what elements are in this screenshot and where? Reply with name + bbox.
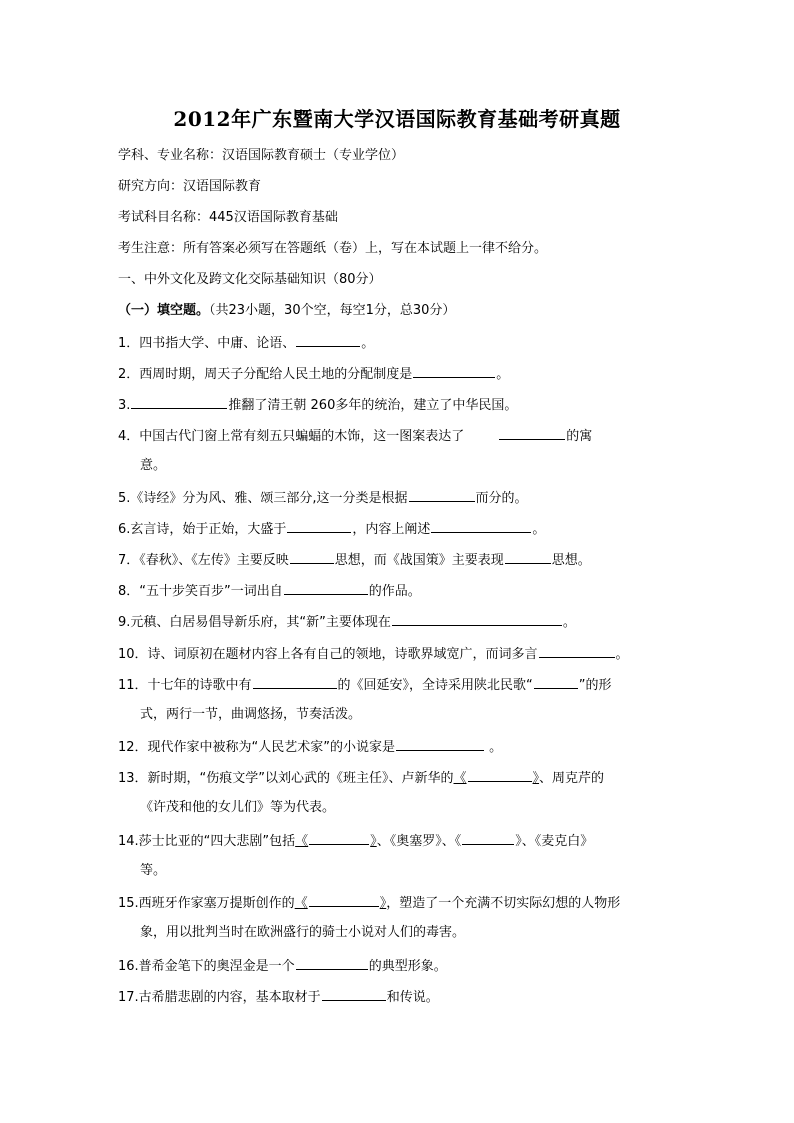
answer-blank — [309, 831, 369, 845]
question-text: 。 — [485, 740, 503, 755]
question-text: 》、《麦克白》 — [515, 834, 594, 849]
question-text: 推翻了清王朝 260多年的统治，建立了中华民国。 — [228, 398, 518, 413]
exam-subject-line: 考试科目名称：445汉语国际教育基础 — [118, 210, 338, 225]
question-text: 。 — [496, 367, 510, 382]
answer-blank — [309, 893, 379, 907]
question-11-cont: 式，两行一节，曲调悠扬，节奏活泼。 — [140, 707, 362, 722]
question-text: 16.普希金笔下的奥涅金是一个 — [118, 959, 295, 974]
question-text: 、《奥塞罗》、《 — [376, 834, 462, 849]
question-14 — [118, 831, 593, 851]
answer-blank — [462, 831, 514, 845]
answer-blank — [296, 956, 368, 970]
answer-blank — [499, 426, 565, 440]
question-text: 7．《春秋》、《左传》主要反映 — [118, 553, 289, 568]
question-text: 9.元稹、白居易倡导新乐府，其“新”主要体现在 — [118, 615, 391, 630]
question-text: 13．新时期，“伤痕文学”以刘心武的《班主任》、卢新华的 — [118, 771, 454, 786]
question-text: ，内容上阐述 — [352, 522, 431, 537]
question-2 — [118, 364, 509, 384]
notice-line: 考生注意：所有答案必须写在答题纸（卷）上，写在本试题上一律不给分。 — [118, 241, 548, 256]
answer-blank — [253, 675, 337, 689]
question-13-cont: 《许茂和他的女儿们》等为代表。 — [140, 800, 336, 815]
answer-blank — [296, 333, 360, 347]
question-text: 》 — [532, 771, 540, 786]
answer-blank — [409, 488, 475, 502]
question-text: 的寓 — [566, 429, 593, 444]
question-text: 《 — [453, 771, 467, 786]
question-text: 。 — [562, 615, 576, 630]
question-4-cont: 意。 — [140, 458, 167, 473]
question-text: 》 — [370, 834, 377, 849]
answer-blank — [284, 581, 368, 595]
answer-blank — [396, 737, 484, 751]
answer-blank — [539, 644, 615, 658]
answer-blank — [505, 550, 551, 564]
answer-blank — [322, 987, 386, 1001]
question-text: 思想，而《战国策》主要表现 — [334, 553, 504, 568]
answer-blank — [413, 364, 495, 378]
question-text: 2．西周时期，周天子分配给人民土地的分配制度是 — [118, 367, 413, 382]
question-text: 1．四书指大学、中庸、论语、 — [118, 336, 296, 351]
question-9 — [118, 612, 576, 632]
section-heading: 一、中外文化及跨文化交际基础知识（80分） — [118, 272, 382, 287]
question-5 — [118, 488, 528, 508]
question-text: 《 — [295, 834, 309, 849]
answer-blank — [468, 768, 532, 782]
question-text: ”的形 — [578, 678, 612, 693]
question-11 — [118, 675, 612, 695]
question-text: ，塑造了一个充满不切实际幻想的人物形 — [386, 896, 621, 911]
question-text: 》 — [379, 896, 387, 911]
question-6 — [118, 519, 545, 539]
question-4 — [118, 426, 592, 446]
question-12 — [118, 737, 502, 757]
question-text: 10．诗、词原初在题材内容上各有自己的领地，诗歌界域宽广，而词多言 — [118, 647, 538, 662]
part-heading — [118, 302, 455, 320]
question-text: 和传说。 — [386, 990, 439, 1005]
question-text: 17.古希腊悲剧的内容，基本取材于 — [118, 990, 321, 1005]
question-7 — [118, 550, 591, 570]
question-text: 12．现代作家中被称为“人民艺术家”的小说家是 — [118, 740, 396, 755]
part-desc: （共23小题，30个空，每空1分，总30分） — [209, 303, 456, 318]
question-13 — [118, 768, 604, 788]
question-text: 的《回延安》，全诗采用陕北民歌“ — [337, 678, 533, 693]
question-text: 15.西班牙作家塞万提斯创作的 — [118, 896, 295, 911]
part-label: （一）填空题。 — [118, 303, 210, 318]
answer-blank — [392, 612, 562, 626]
question-text: 14.莎士比亚的“四大悲剧”包括 — [118, 834, 296, 849]
answer-blank — [290, 550, 334, 564]
answer-blank — [287, 519, 351, 533]
question-text: 6.玄言诗，始于正始，大盛于 — [118, 522, 287, 537]
question-text: 。 — [615, 647, 629, 662]
direction-line: 研究方向：汉语国际教育 — [118, 179, 262, 194]
question-text: 。 — [532, 522, 546, 537]
question-10 — [118, 644, 629, 664]
question-14-cont: 等。 — [140, 863, 167, 878]
subject-line: 学科、专业名称：汉语国际教育硕士（专业学位） — [118, 148, 405, 163]
question-text: 。 — [361, 336, 375, 351]
question-16 — [118, 956, 447, 976]
question-1 — [118, 333, 374, 353]
question-text: 思想。 — [551, 553, 591, 568]
answer-blank — [431, 519, 531, 533]
question-15 — [118, 893, 620, 913]
question-text: 8．“五十步笑百步”一词出自 — [118, 584, 283, 599]
question-text: 而分的。 — [475, 491, 528, 506]
question-text: 的作品。 — [368, 584, 421, 599]
question-text: 5.《诗经》分为风、雅、颂三部分,这一分类是根据 — [118, 491, 408, 506]
page-title: 2012年广东暨南大学汉语国际教育基础考研真题 — [173, 107, 621, 131]
answer-blank — [534, 675, 578, 689]
question-text: 《 — [294, 896, 308, 911]
question-15-cont: 象，用以批判当时在欧洲盛行的骑士小说对人们的毒害。 — [140, 925, 466, 940]
question-8 — [118, 581, 421, 601]
question-text: 的典型形象。 — [368, 959, 447, 974]
answer-blank — [131, 395, 227, 409]
question-text: 3. — [118, 398, 131, 413]
question-text: 11．十七年的诗歌中有 — [118, 678, 252, 693]
question-text: 、周克芹的 — [539, 771, 605, 786]
question-3 — [118, 395, 517, 415]
question-text: 4．中国古代门窗上常有刻五只蝙蝠的木饰，这一图案表达了 — [118, 429, 465, 444]
question-17 — [118, 987, 439, 1007]
